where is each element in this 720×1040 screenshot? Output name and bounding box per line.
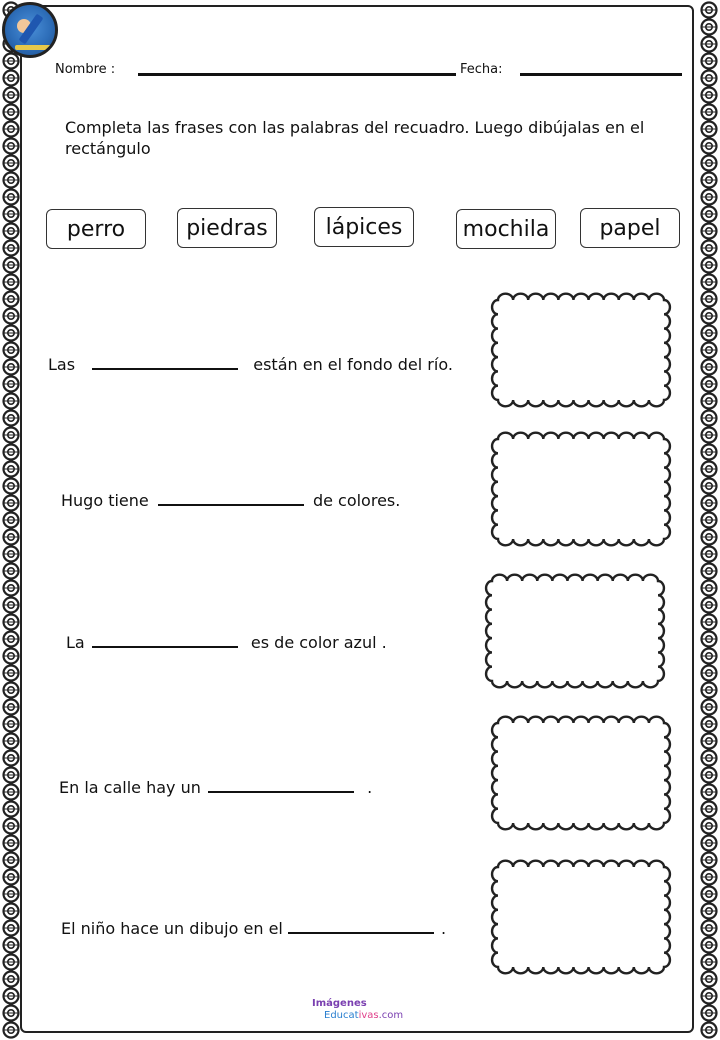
border-ring [702, 105, 717, 120]
border-ring [702, 156, 717, 171]
border-ring [4, 819, 19, 834]
sentence-1-after: están en el fondo del río. [253, 355, 453, 374]
border-ring [702, 853, 717, 868]
border-ring [702, 411, 717, 426]
sentence-4-after: . [367, 778, 373, 797]
border-ring [702, 224, 717, 239]
border-ring [702, 462, 717, 477]
sentence-4-blank [208, 791, 354, 793]
sentence-5-before: El niño hace un dibujo en el [61, 919, 283, 938]
border-ring [4, 1023, 19, 1038]
border-ring [4, 292, 19, 307]
border-ring [4, 343, 19, 358]
sentence-5-after: . [441, 919, 447, 938]
border-ring [702, 241, 717, 256]
border-ring [702, 173, 717, 188]
border-ring [4, 836, 19, 851]
border-ring [702, 71, 717, 86]
border-ring [4, 462, 19, 477]
word-box-lapices: lápices [314, 207, 414, 247]
instructions-text: Completa las frases con las palabras del recuadro. Luego dibújalas en el rectángulo [65, 118, 645, 158]
footer-watermark [312, 998, 403, 1022]
border-ring [702, 836, 717, 851]
border-ring [4, 785, 19, 800]
border-ring [702, 972, 717, 987]
footer-line-2a: Educat [324, 1010, 359, 1021]
border-ring [4, 360, 19, 375]
border-ring [4, 564, 19, 579]
drawing-frame-3 [484, 573, 666, 689]
border-ring [4, 581, 19, 596]
border-ring [702, 989, 717, 1004]
border-ring [4, 173, 19, 188]
border-ring [4, 445, 19, 460]
sentence-2-before: Hugo tiene [61, 491, 149, 510]
border-ring [702, 139, 717, 154]
border-ring [702, 445, 717, 460]
border-ring [702, 547, 717, 562]
drawing-frame-4 [490, 715, 672, 831]
border-ring [4, 428, 19, 443]
date-line [520, 73, 682, 76]
border-ring [702, 377, 717, 392]
border-ring [702, 819, 717, 834]
border-ring [702, 938, 717, 953]
border-ring [702, 904, 717, 919]
border-ring [4, 921, 19, 936]
border-ring [4, 547, 19, 562]
border-ring [702, 513, 717, 528]
border-ring [702, 615, 717, 630]
border-ring [702, 309, 717, 324]
border-ring [4, 700, 19, 715]
cloud-outline [492, 294, 670, 407]
border-ring [4, 139, 19, 154]
border-ring [702, 207, 717, 222]
sentence-2 [61, 491, 400, 510]
border-ring [4, 88, 19, 103]
logo-banner [15, 45, 51, 50]
border-ring [4, 513, 19, 528]
sentence-1 [48, 355, 453, 374]
border-ring [4, 666, 19, 681]
border-ring [702, 785, 717, 800]
border-ring [4, 258, 19, 273]
border-ring [4, 904, 19, 919]
border-ring [4, 802, 19, 817]
border-ring [702, 394, 717, 409]
border-ring [702, 768, 717, 783]
border-ring [702, 734, 717, 749]
border-ring [702, 1023, 717, 1038]
sentence-3-after: es de color azul . [250, 633, 387, 652]
sentence-5-blank [288, 932, 434, 934]
cloud-outline [492, 433, 670, 546]
border-ring [702, 530, 717, 545]
border-ring [702, 598, 717, 613]
footer-line-2b: ivas [358, 1010, 379, 1021]
border-ring [4, 768, 19, 783]
border-ring [702, 683, 717, 698]
border-ring [4, 479, 19, 494]
border-ring [702, 717, 717, 732]
border-ring [702, 190, 717, 205]
sentence-1-blank [92, 368, 238, 370]
border-ring [4, 377, 19, 392]
border-ring [702, 700, 717, 715]
border-ring [702, 649, 717, 664]
border-ring [4, 105, 19, 120]
drawing-frame-5 [490, 859, 672, 975]
border-ring [4, 309, 19, 324]
drawing-frame-2 [490, 431, 672, 547]
border-ring [702, 37, 717, 52]
border-ring [4, 156, 19, 171]
border-ring [4, 989, 19, 1004]
border-ring [4, 190, 19, 205]
date-label: Fecha: [460, 62, 503, 77]
word-box-piedras: piedras [177, 208, 277, 248]
border-ring [702, 802, 717, 817]
sentence-4 [59, 778, 372, 797]
border-ring [4, 530, 19, 545]
border-ring [702, 292, 717, 307]
word-box-papel: papel [580, 208, 680, 248]
border-ring [4, 717, 19, 732]
border-ring [4, 598, 19, 613]
border-ring [4, 394, 19, 409]
border-ring [4, 853, 19, 868]
border-ring [702, 258, 717, 273]
border-ring [4, 224, 19, 239]
drawing-frame-1 [490, 292, 672, 408]
sentence-4-before: En la calle hay un [59, 778, 201, 797]
border-ring [4, 275, 19, 290]
border-ring [4, 887, 19, 902]
border-ring [702, 326, 717, 341]
border-ring [4, 955, 19, 970]
border-ring [4, 71, 19, 86]
sentence-3 [66, 633, 387, 652]
site-logo [2, 2, 58, 58]
sentence-2-after: de colores. [312, 491, 401, 510]
border-ring [702, 1006, 717, 1021]
border-ring [702, 54, 717, 69]
border-ring [702, 955, 717, 970]
border-ring [702, 275, 717, 290]
border-ring [702, 3, 717, 18]
word-box-perro: perro [46, 209, 146, 249]
name-label: Nombre : [55, 62, 116, 77]
border-ring [702, 496, 717, 511]
border-ring [4, 751, 19, 766]
border-ring [702, 428, 717, 443]
border-ring [4, 870, 19, 885]
border-ring [4, 241, 19, 256]
footer-line-2c: .com [378, 1010, 404, 1021]
decorative-border-left [0, 0, 22, 1040]
border-ring [4, 207, 19, 222]
border-ring [702, 479, 717, 494]
border-ring [702, 20, 717, 35]
border-ring [702, 122, 717, 137]
border-ring [4, 326, 19, 341]
border-ring [4, 615, 19, 630]
border-ring [4, 972, 19, 987]
border-ring [4, 496, 19, 511]
border-ring [702, 581, 717, 596]
cloud-outline [492, 717, 670, 830]
sentence-2-blank [158, 504, 304, 506]
border-ring [4, 54, 19, 69]
border-ring [702, 632, 717, 647]
sentence-1-before: Las [48, 355, 76, 374]
sentence-3-blank [92, 646, 238, 648]
border-ring [702, 360, 717, 375]
name-line [138, 73, 456, 76]
border-ring [4, 122, 19, 137]
border-ring [4, 632, 19, 647]
border-ring [4, 683, 19, 698]
word-box-mochila: mochila [456, 209, 556, 249]
border-ring [4, 938, 19, 953]
border-ring [702, 666, 717, 681]
border-ring [702, 921, 717, 936]
border-ring [702, 88, 717, 103]
border-ring [702, 870, 717, 885]
sentence-5 [61, 919, 446, 938]
cloud-outline [486, 575, 664, 688]
border-ring [702, 887, 717, 902]
border-ring [4, 1006, 19, 1021]
sentence-3-before: La [66, 633, 85, 652]
border-ring [702, 751, 717, 766]
border-ring [4, 734, 19, 749]
border-ring [4, 411, 19, 426]
border-ring [702, 343, 717, 358]
footer-line-1: Imágenes [312, 998, 367, 1009]
decorative-border-right [698, 0, 720, 1040]
border-ring [4, 649, 19, 664]
border-ring [702, 564, 717, 579]
cloud-outline [492, 861, 670, 974]
